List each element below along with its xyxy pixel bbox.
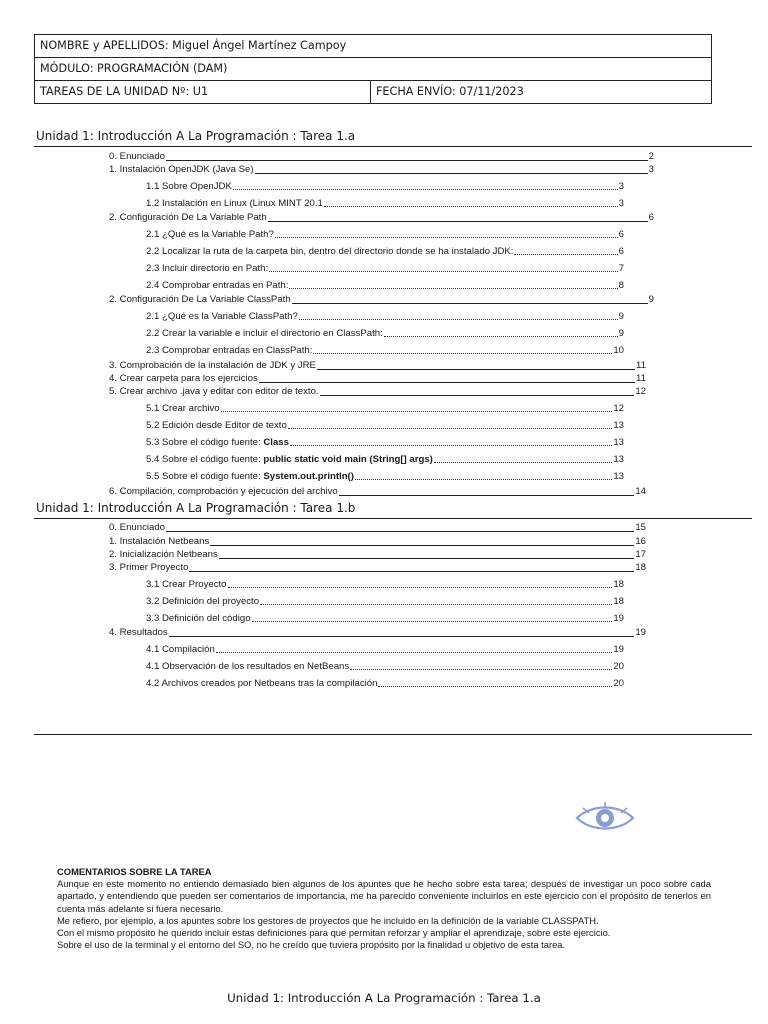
toc-entry-label: 5.4 Sobre el código fuente: public static void main (String[] args) [146, 454, 433, 465]
toc-leader [169, 636, 635, 637]
toc-entry-label: 3.3 Definición del código [146, 613, 251, 624]
toc-leader [166, 531, 634, 532]
section-a-divider [34, 146, 752, 147]
toc-a-entry[interactable] [109, 151, 654, 163]
eye-logo-icon [573, 800, 637, 836]
toc-entry-label: 1.1 Sobre OpenJDK [146, 181, 232, 192]
header-table [34, 34, 712, 104]
toc-entry-label: 4.1 Compilación [146, 644, 215, 655]
toc-page-number: 19 [635, 627, 646, 638]
toc-page-number: 19 [613, 644, 624, 655]
toc-leader [378, 686, 612, 687]
toc-entry-label: 5.2 Edición desde Editor de texto [146, 420, 287, 431]
toc-leader [292, 303, 648, 304]
toc-page-number: 7 [618, 263, 624, 274]
toc-a-entry[interactable] [146, 198, 624, 210]
toc-page-number: 20 [613, 678, 624, 689]
toc-page-number: 15 [635, 522, 646, 533]
toc-entry-label: 0. Enunciado [109, 522, 166, 533]
toc-entry-label: 5. Crear archivo .java y editar con editor de texto. [109, 386, 319, 397]
comments-paragraph-1: Aunque en este momento no entiendo demasiado bien algunos de los apuntes que he hecho sobre esta tarea; después de investigar un poco sobre cada apartado, y entendiendo que pueden ser comentarios de importancia, me ha parecido conveniente incluirlos en este ejercicio con el propósito de tenerlos en cuenta más adelante si fuera necesario. [57, 878, 711, 914]
header-row-modulo [35, 58, 711, 81]
header-modulo: MÓDULO: PROGRAMACIÓN (DAM) [40, 62, 228, 75]
toc-entry-code: Class [263, 437, 289, 448]
header-nombre: NOMBRE y APELLIDOS: Miguel Ángel Martínez Campoy [40, 39, 347, 52]
comments-paragraph-2: Me refiero, por ejemplo, a los apuntes sobre los gestores de proyectos que he incluido en la definición de la variable CLASSPATH. [57, 914, 599, 926]
toc-a-entry[interactable] [146, 229, 624, 241]
header-row-tareas [35, 81, 711, 103]
toc-b-entry[interactable] [146, 661, 624, 673]
toc-page-number: 6 [648, 212, 654, 223]
header-fecha: FECHA ENVÍO: 07/11/2023 [376, 85, 524, 98]
comments-block [57, 866, 711, 951]
toc-page-number: 3 [618, 198, 624, 209]
toc-leader [268, 221, 648, 222]
toc-a-entry[interactable] [146, 454, 624, 466]
toc-leader [324, 206, 618, 207]
toc-leader [289, 288, 617, 289]
toc-leader [228, 587, 613, 588]
toc-page-number: 11 [636, 373, 646, 384]
toc-entry-label: 2. Inicialización Netbeans [109, 549, 218, 560]
toc-b-entry[interactable] [109, 627, 646, 639]
toc-page-number: 9 [618, 328, 624, 339]
toc-b-entry[interactable] [146, 596, 624, 608]
toc-page-number: 6 [618, 246, 624, 257]
toc-a-entry[interactable] [109, 212, 654, 224]
toc-page-number: 18 [613, 579, 624, 590]
toc-a-entry[interactable] [146, 328, 624, 340]
toc-page-number: 19 [613, 613, 624, 624]
toc-a-entry[interactable] [146, 263, 624, 275]
toc-leader [384, 336, 618, 337]
comments-paragraph-4: Sobre el uso de la terminal y el entorno del SO, no he creído que tuviera propósito por la finalidad u objetivo de esta tarea. [57, 939, 566, 951]
toc-leader [514, 254, 617, 255]
toc-page-number: 6 [618, 229, 624, 240]
toc-page-number: 18 [613, 596, 624, 607]
toc-entry-label: 0. Enunciado [109, 151, 166, 162]
toc-entry-label: 2.1 ¿Qué es la Variable ClassPath? [146, 311, 298, 322]
toc-leader [320, 395, 635, 396]
toc-leader [290, 445, 612, 446]
toc-leader [259, 382, 635, 383]
toc-entry-label: 4.1 Observación de los resultados en NetBeans [146, 661, 350, 672]
toc-leader [252, 621, 613, 622]
toc-entry-label: 4. Resultados [109, 627, 168, 638]
toc-entry-label: 5.3 Sobre el código fuente: Class [146, 437, 289, 448]
comments-title: COMENTARIOS SOBRE LA TAREA [57, 866, 212, 877]
toc-page-number: 18 [635, 562, 646, 573]
section-a-title: Unidad 1: Introducción A La Programación : Tarea 1.a [36, 129, 356, 143]
toc-end-divider [34, 734, 752, 735]
toc-a-entry[interactable] [146, 311, 624, 323]
toc-entry-label: 1. Instalación Netbeans [109, 536, 210, 547]
toc-page-number: 9 [648, 294, 654, 305]
toc-page-number: 3 [618, 181, 624, 192]
toc-a-entry[interactable] [146, 403, 624, 415]
toc-entry-label: 5.5 Sobre el código fuente: System.out.println() [146, 471, 354, 482]
toc-entry-label: 4. Crear carpeta para los ejercicios [109, 373, 258, 384]
toc-b-entry[interactable] [109, 522, 646, 534]
toc-entry-label: 3. Primer Proyecto [109, 562, 189, 573]
toc-entry-code: public static void main (String[] args) [263, 454, 433, 465]
toc-leader [317, 369, 635, 370]
toc-a-entry[interactable] [146, 280, 624, 292]
toc-leader [189, 571, 634, 572]
toc-leader [288, 428, 613, 429]
toc-leader [434, 462, 612, 463]
toc-page-number: 13 [613, 420, 624, 431]
toc-a-entry[interactable] [146, 181, 624, 193]
toc-a-entry[interactable] [109, 360, 646, 372]
toc-leader [339, 495, 635, 496]
toc-b-entry[interactable] [109, 549, 646, 561]
toc-entry-label: 2. Configuración De La Variable Path [109, 212, 267, 223]
toc-leader [355, 479, 612, 480]
toc-leader [210, 545, 634, 546]
toc-page-number: 14 [635, 486, 646, 497]
toc-page-number: 11 [636, 360, 646, 371]
toc-a-entry[interactable] [109, 373, 646, 385]
toc-page-number: 12 [613, 403, 624, 414]
toc-entry-label: 2.3 Comprobar entradas en ClassPath: [146, 345, 313, 356]
toc-a-entry[interactable] [146, 345, 624, 357]
toc-a-entry[interactable] [146, 471, 624, 483]
toc-leader [275, 237, 618, 238]
toc-leader [299, 319, 618, 320]
toc-a-entry[interactable] [109, 164, 654, 176]
toc-b-entry[interactable] [109, 562, 646, 574]
toc-page-number: 10 [613, 345, 624, 356]
toc-page-number: 3 [648, 164, 654, 175]
toc-b-entry[interactable] [146, 644, 624, 656]
toc-entry-label: 5.1 Crear archivo [146, 403, 220, 414]
page-footer: Unidad 1: Introducción A La Programación : Tarea 1.a [227, 991, 541, 1005]
header-tareas: TAREAS DE LA UNIDAD Nº: U1 [35, 81, 371, 103]
toc-b-entry[interactable] [146, 678, 624, 690]
toc-a-entry[interactable] [109, 486, 646, 498]
toc-a-entry[interactable] [109, 294, 654, 306]
toc-leader [269, 271, 618, 272]
toc-page-number: 16 [635, 536, 646, 547]
toc-b-entry[interactable] [146, 613, 624, 625]
toc-entry-label: 1.2 Instalación en Linux (Linux MINT 20.1 [146, 198, 323, 209]
toc-page-number: 13 [613, 471, 624, 482]
toc-entry-label: 2.4 Comprobar entradas en Path: [146, 280, 289, 291]
toc-entry-label: 6. Compilación, comprobación y ejecución del archivo [109, 486, 338, 497]
toc-leader [166, 160, 648, 161]
toc-leader [313, 353, 612, 354]
toc-page-number: 2 [648, 151, 654, 162]
toc-page-number: 13 [613, 437, 624, 448]
toc-page-number: 17 [635, 549, 646, 560]
toc-a-entry[interactable] [146, 246, 624, 258]
toc-a-entry[interactable] [146, 437, 624, 449]
section-b-title: Unidad 1: Introducción A La Programación : Tarea 1.b [36, 501, 356, 515]
toc-a-entry[interactable] [109, 386, 646, 398]
header-row-nombre [35, 35, 711, 58]
toc-entry-label: 1. Instalación OpenJDK (Java Se) [109, 164, 254, 175]
toc-page-number: 12 [635, 386, 646, 397]
toc-page-number: 20 [613, 661, 624, 672]
toc-b-entry[interactable] [109, 536, 646, 548]
toc-entry-label: 2.3 Incluir directorio en Path: [146, 263, 269, 274]
toc-leader [216, 652, 613, 653]
toc-leader [233, 189, 618, 190]
toc-leader [221, 411, 613, 412]
toc-page-number: 13 [613, 454, 624, 465]
toc-entry-label: 4.2 Archivos creados por Netbeans tras la compilación [146, 678, 378, 689]
toc-leader [255, 173, 648, 174]
comments-paragraph-3: Con el mismo propósito he querido incluir estas definiciones para que permitan reforzar y ampliar el aprendizaje, sobre este ejercicio. [57, 927, 611, 939]
toc-page-number: 9 [618, 311, 624, 322]
toc-leader [260, 604, 612, 605]
toc-entry-code: System.out.println() [263, 471, 354, 482]
toc-entry-label: 2.2 Crear la variable e incluir el directorio en ClassPath: [146, 328, 383, 339]
toc-entry-label: 3. Comprobación de la instalación de JDK y JRE [109, 360, 316, 371]
toc-entry-label: 2. Configuración De La Variable ClassPath [109, 294, 291, 305]
toc-a-entry[interactable] [146, 420, 624, 432]
toc-entry-label: 3.2 Definición del proyecto [146, 596, 260, 607]
section-b-divider [34, 518, 752, 519]
toc-leader [350, 669, 612, 670]
toc-entry-label: 2.1 ¿Qué es la Variable Path? [146, 229, 274, 240]
toc-entry-label: 3.1 Crear Proyecto [146, 579, 227, 590]
toc-entry-label: 2.2 Localizar la ruta de la carpeta bin, dentro del directorio donde se ha instalado JDK: [146, 246, 514, 257]
toc-page-number: 8 [618, 280, 624, 291]
toc-leader [219, 558, 635, 559]
toc-b-entry[interactable] [146, 579, 624, 591]
